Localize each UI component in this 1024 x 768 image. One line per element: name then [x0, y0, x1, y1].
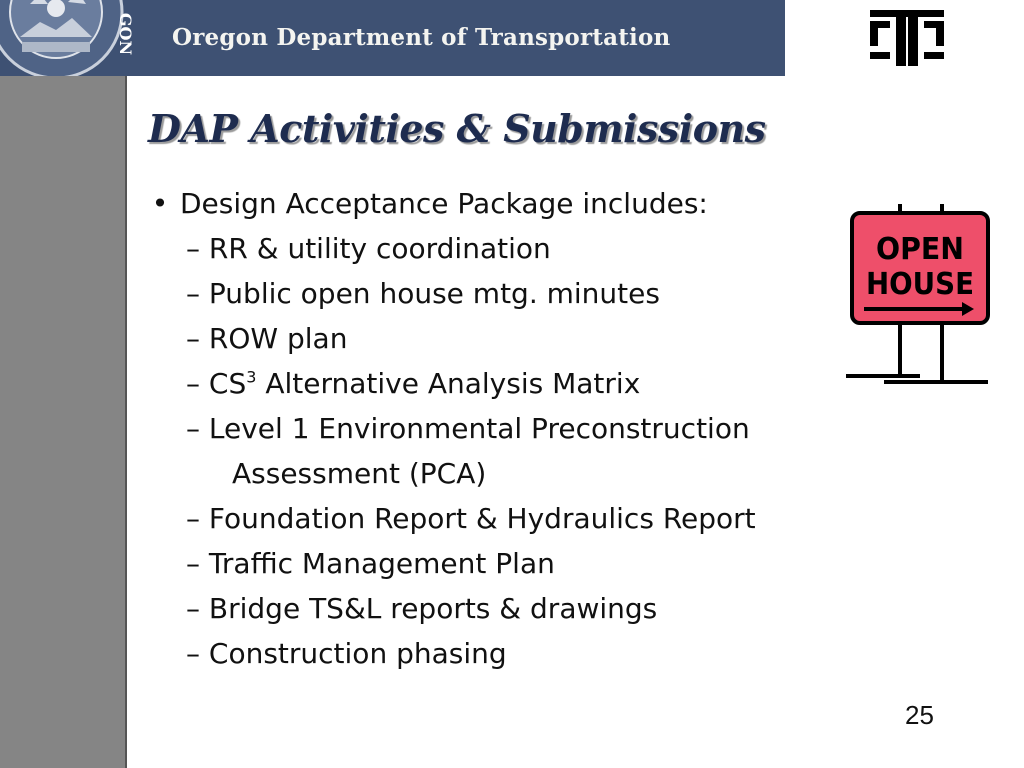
header-band: [0, 0, 785, 76]
bullet-text: Design Acceptance Package includes:: [180, 187, 708, 220]
sub-list: [140, 226, 900, 676]
bullet-icon: •: [151, 187, 169, 220]
list-item: – RR & utility coordination: [186, 232, 551, 265]
odot-logo-icon: [866, 6, 948, 70]
seal-text: GON: [116, 12, 135, 56]
list-item: – Bridge TS&L reports & drawings: [186, 592, 658, 625]
list-item: – ROW plan: [186, 322, 348, 355]
list-item: – Construction phasing: [186, 637, 507, 670]
state-seal-icon: [0, 0, 152, 76]
side-bar: [0, 76, 127, 768]
agency-name: Oregon Department of Transportation: [172, 24, 671, 51]
list-item: – Level 1 Environmental Preconstruction Assessment (PCA): [186, 412, 750, 490]
list-item: – Public open house mtg. minutes: [186, 277, 660, 310]
bullet-item: [140, 181, 900, 226]
open-house-sign-icon: [842, 200, 992, 390]
list-item: – $CS^3$ Alternative Analysis Matrix: [186, 367, 641, 400]
list-item: – Foundation Report & Hydraulics Report: [186, 502, 756, 535]
list-item: – Traffic Management Plan: [186, 547, 555, 580]
slide-content: [140, 181, 900, 676]
slide-title: DAP Activities & Submissions: [148, 106, 766, 151]
page-number: 25: [905, 700, 934, 730]
sign-line-2: HOUSE: [866, 267, 974, 302]
sign-line-1: OPEN: [876, 232, 964, 267]
